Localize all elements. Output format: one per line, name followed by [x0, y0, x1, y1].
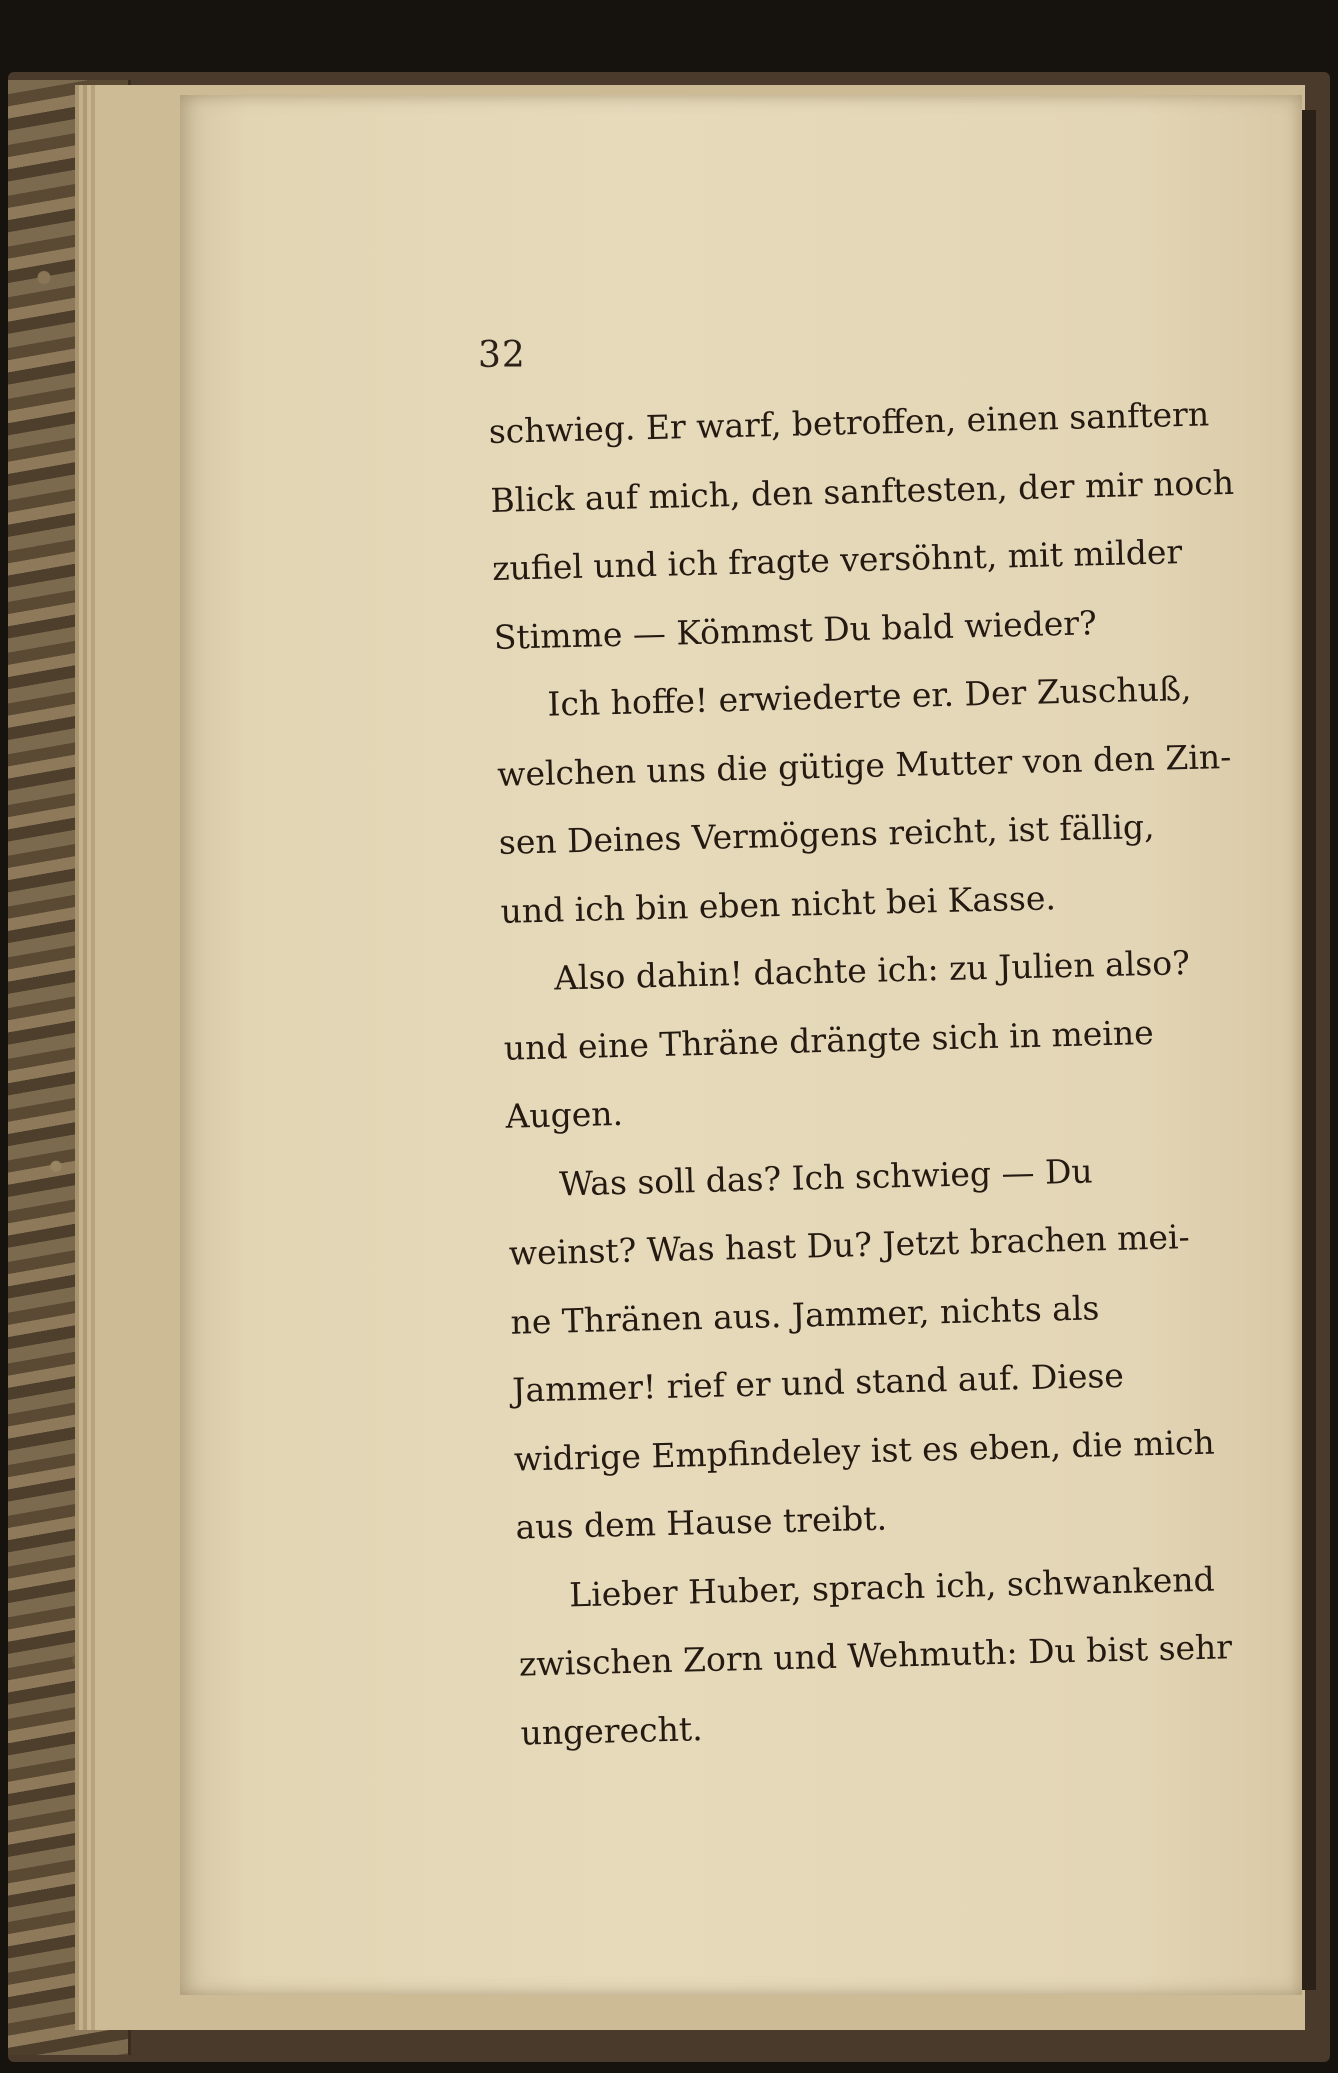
text-line: Stimme — Kömmst Du bald wieder?	[493, 602, 1098, 657]
text-line: aus dem Hause treibt.	[515, 1498, 888, 1547]
text-line: schwieg. Er warf, betroffen, einen sanftern	[488, 394, 1210, 451]
page-number: 32	[478, 335, 526, 376]
text-line: und ich bin eben nicht bei Kasse.	[500, 877, 1057, 931]
text-line: sen Deines Vermögens reicht, ist fällig,	[498, 806, 1155, 862]
text-line: welchen uns die gütige Mutter von den Zin-	[496, 736, 1232, 794]
text-line: Augen.	[505, 1093, 624, 1136]
text-line: weinst? Was hast Du? Jetzt brachen mei-	[508, 1217, 1191, 1273]
text-line: Blick auf mich, den sanftesten, der mir noch	[490, 462, 1235, 520]
text-line: zufiel und ich fragte versöhnt, mit milder	[491, 532, 1183, 588]
text-line: Was soll das? Ich schwieg — Du	[558, 1150, 1094, 1203]
page-text	[488, 380, 1241, 1767]
text-line: Lieber Huber, sprach ich, schwankend	[568, 1559, 1216, 1614]
text-line: ne Thränen aus. Jammer, nichts als	[510, 1287, 1100, 1342]
text-line: widrige Empfindeley ist es eben, die mich	[513, 1422, 1216, 1479]
text-line: Also dahin! dachte ich: zu Julien also?	[553, 943, 1191, 998]
text-line: und eine Thräne drängte sich in meine	[503, 1012, 1155, 1068]
text-line: Ich hoffe! erwiederte er. Der Zuschuß,	[547, 668, 1192, 724]
page-gutter-shadow	[1302, 110, 1316, 1990]
text-line: Jammer! rief er und stand auf. Diese	[511, 1355, 1125, 1410]
text-line: ungerecht.	[520, 1708, 703, 1753]
text-line: zwischen Zorn und Wehmuth: Du bist sehr	[518, 1627, 1233, 1684]
